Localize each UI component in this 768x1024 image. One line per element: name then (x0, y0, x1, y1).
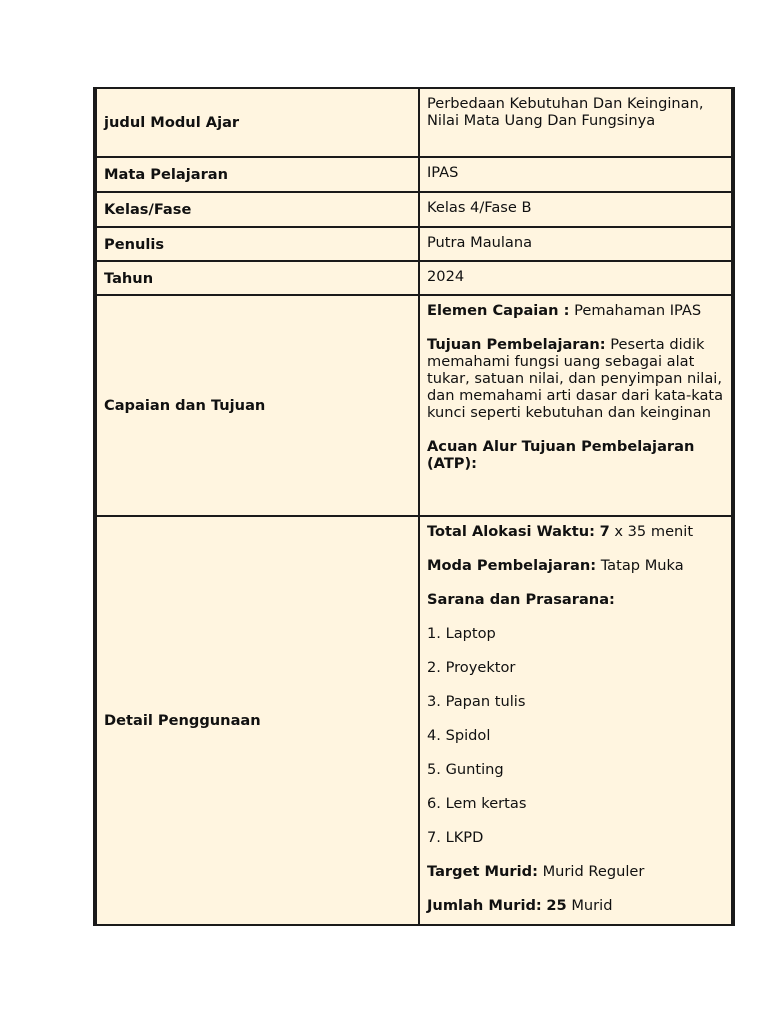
list-item: 1. Laptop (427, 625, 496, 642)
list-item: 3. Papan tulis (427, 693, 526, 710)
moda-pembelajaran: Moda Pembelajaran: Tatap Muka (427, 557, 684, 574)
capaian-label: Capaian dan Tujuan (95, 296, 419, 515)
list-item: 6. Lem kertas (427, 795, 527, 812)
table-row-penulis (95, 228, 733, 262)
penulis-label: Penulis (95, 228, 419, 260)
detail-value (419, 517, 733, 924)
tujuan-pembelajaran: Tujuan Pembelajaran: Peserta didik memahami fungsi uang sebagai alat tukar, satuan nilai, dan penyimpan nilai, dan memahami arti dasar dari kata-kata kunci seperti kebutuhan dan keinginan (427, 336, 724, 421)
judul-label: judul Modul Ajar (95, 89, 419, 156)
capaian-value (419, 296, 733, 515)
kelas-label: Kelas/Fase (95, 193, 419, 226)
table-row-kelas (95, 193, 733, 228)
tahun-value: 2024 (419, 262, 733, 294)
module-info-table (93, 87, 735, 926)
acuan-atp: Acuan Alur Tujuan Pembelajaran (ATP): (427, 438, 695, 472)
table-row-tahun (95, 262, 733, 296)
table-row-detail (95, 517, 733, 924)
mapel-value: IPAS (419, 158, 733, 191)
list-item: 2. Proyektor (427, 659, 516, 676)
table-row-mapel (95, 158, 733, 193)
list-item: 7. LKPD (427, 829, 484, 846)
jumlah-murid: Jumlah Murid: 25 Murid (427, 897, 613, 914)
tahun-label: Tahun (95, 262, 419, 294)
detail-label: Detail Penggunaan (95, 517, 419, 924)
penulis-value: Putra Maulana (419, 228, 733, 260)
table-row-capaian (95, 296, 733, 517)
list-item: 4. Spidol (427, 727, 491, 744)
target-murid: Target Murid: Murid Reguler (427, 863, 645, 880)
alokasi-waktu: Total Alokasi Waktu: 7 x 35 menit (427, 523, 694, 540)
list-item: 5. Gunting (427, 761, 504, 778)
elemen-capaian: Elemen Capaian : Pemahaman IPAS (427, 302, 702, 319)
mapel-label: Mata Pelajaran (95, 158, 419, 191)
kelas-value: Kelas 4/Fase B (419, 193, 733, 226)
table-row-judul (95, 89, 733, 158)
sarana-prasarana: Sarana dan Prasarana: (427, 591, 615, 608)
judul-value: Perbedaan Kebutuhan Dan Keinginan, Nilai Mata Uang Dan Fungsinya (419, 89, 733, 156)
